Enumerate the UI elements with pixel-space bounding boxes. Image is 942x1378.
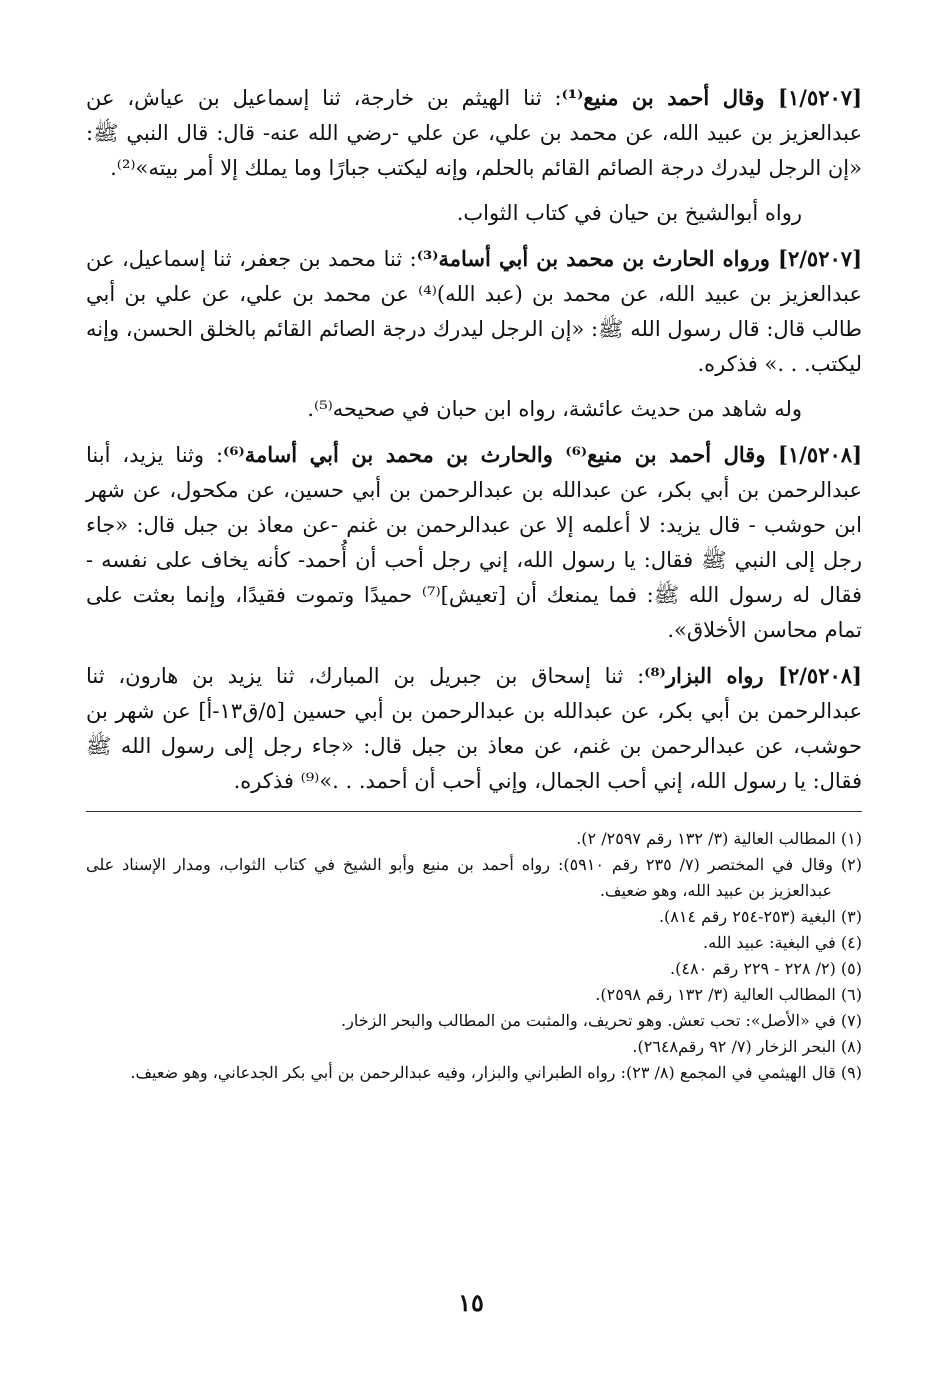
page-number: ١٥ [458, 1288, 484, 1317]
witness-note [86, 392, 862, 427]
footnote-item: (٥) (٢/ ٢٢٨ - ٢٢٩ رقم ٤٨٠). [670, 959, 862, 978]
footnote-item: (٨) البحر الزخار (٧/ ٩٢ رقم٢٦٤٨). [632, 1037, 862, 1056]
footnotes [86, 826, 862, 1086]
hadith-reference: [١/٥٢٠٧] وقال أحمد بن منيع⁽¹⁾ [561, 85, 863, 110]
footnote-item: (٩) قال الهيثمي في المجمع (٨/ ٢٣): رواه الطبراني والبزار، وفيه عبدالرحمن بن أبي بكر الجدعاني، وهو ضعيف. [130, 1063, 862, 1082]
hadith-text: : وثنا يزيد، أبنا عبدالرحمن بن أبي بكر، عن عبدالله بن عبدالرحمن بن أبي حسين، عن مكحول، عن شهر ابن حوشب - قال يزيد: لا أعلمه إلا عن عبدالرحمن بن غنم -عن معاذ بن جبل قال: «جاء رجل إلى النبي ﷺ فقال: يا رسول الله، إني رجل أحب أن أُحمد- كأنه يخاف على نفسه - فقال له رسول الله ﷺ: فما يمنعك أن [تعيش]⁽⁷⁾ حميدًا وتموت فقيدًا، وإنما بعثت على تمام محاسن الأخلاق». [86, 443, 862, 642]
hadith-paragraph-5207-1 [86, 80, 862, 186]
note-text: رواه أبوالشيخ بن حيان في كتاب الثواب. [456, 201, 802, 225]
hadith-paragraph-5208-2 [86, 658, 862, 799]
footnote-item: (٣) البغية (٢٥٣-٢٥٤ رقم ٨١٤). [658, 907, 862, 926]
footnote-item: (١) المطالب العالية (٣/ ١٣٢ رقم ٢٥٩٧/ ٢). [576, 829, 862, 848]
hadith-reference: [١/٥٢٠٨] وقال أحمد بن منيع⁽⁶⁾ والحارث بن محمد بن أبي أسامة⁽⁶⁾ [223, 442, 862, 467]
hadith-paragraph-5208-1 [86, 437, 862, 648]
hadith-paragraph-5207-2 [86, 241, 862, 382]
footnote-item: (٤) في البغية: عبيد الله. [703, 933, 862, 952]
note-text: وله شاهد من حديث عائشة، رواه ابن حبان في صحيحه⁽⁵⁾. [307, 397, 802, 421]
hadith-reference: [٢/٥٢٠٧] ورواه الحارث بن محمد بن أبي أسامة⁽³⁾ [416, 246, 862, 271]
page-content [86, 80, 862, 1086]
footnote-item: (٢) وقال في المختصر (٧/ ٢٣٥ رقم ٥٩١٠): رواه أحمد بن منيع وأبو الشيخ في كتاب الثواب، ومدار الإسناد على عبدالعزيز بن عبيد الله، وهو ضعيف. [86, 855, 862, 900]
footnote-divider [86, 811, 862, 812]
narration-note [86, 196, 862, 231]
hadith-text: : ثنا الهيثم بن خارجة، ثنا إسماعيل بن عياش، عن عبدالعزيز بن عبيد الله، عن محمد بن علي، عن علي -رضي الله عنه- قال: قال النبي ﷺ: «إن الرجل ليدرك درجة الصائم القائم بالحلم، وإنه ليكتب جبارًا وما يملك إلا أمر بيته»⁽²⁾. [86, 86, 862, 180]
hadith-text: : ثنا إسحاق بن جبريل بن المبارك، ثنا يزيد بن هارون، ثنا عبدالرحمن بن أبي بكر، عن عبدالله بن عبدالرحمن بن أبي حسين [٥/ق١٣-أ] عن شهر بن حوشب، عن عبدالرحمن بن غنم، عن معاذ بن جبل قال: «جاء رجل إلى رسول الله ﷺ فقال: يا رسول الله، إني أحب الجمال، وإني أحب أن أحمد. . .»⁽⁹⁾ فذكره. [86, 664, 863, 793]
footnote-item: (٦) المطالب العالية (٣/ ١٣٢ رقم ٢٥٩٨). [595, 985, 862, 1004]
hadith-text: : ثنا محمد بن جعفر، ثنا إسماعيل، عن عبدالعزيز بن عبيد الله، عن محمد بن (عبد الله)⁽⁴⁾ عن محمد بن علي، عن علي بن أبي طالب قال: قال رسول الله ﷺ: «إن الرجل ليدرك درجة الصائم القائم بالخلق الحسن، وإنه ليكتب. . .» فذكره. [86, 247, 862, 376]
footnote-item: (٧) في «الأصل»: تحب تعش. وهو تحريف، والمثبت من المطالب والبحر الزخار. [341, 1011, 862, 1030]
hadith-reference: [٢/٥٢٠٨] رواه البزار⁽⁸⁾ [644, 663, 862, 688]
